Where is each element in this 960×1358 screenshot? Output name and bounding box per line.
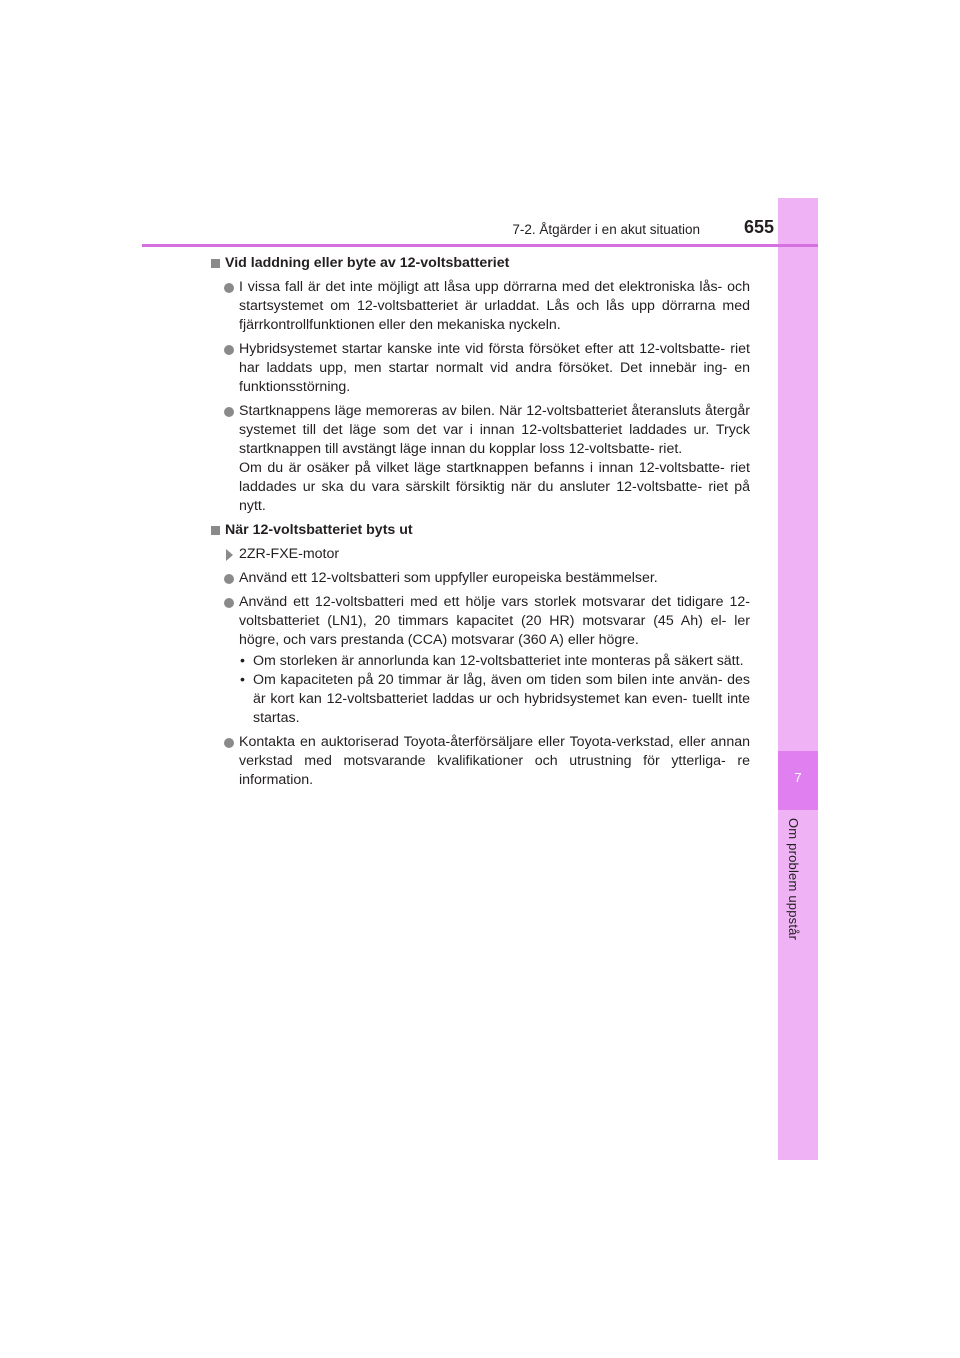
page-number: 655 [743, 217, 774, 237]
header-divider [142, 244, 818, 247]
dot-bullet-icon: • [240, 672, 245, 688]
list-item: Använd ett 12-voltsbatteri som uppfyller europeiska bestämmelser. [210, 569, 750, 588]
circle-bullet-icon [224, 407, 234, 417]
square-bullet-icon [211, 526, 220, 535]
circle-bullet-icon [224, 738, 234, 748]
list-item: Hybridsystemet startar kanske inte vid första försöket efter att 12-voltsbatte- riet har laddats upp, men startar normalt vid andra försöket. Det innebär ing- en funktionsstörning. [210, 340, 750, 397]
list-item: I vissa fall är det inte möjligt att låsa upp dörrarna med det elektroniska lås- och startsystemet om 12-voltsbatteriet är urladdat. Lås och lås upp dörrarna med fjärrkontrollfunktionen eller den mekaniska nyckeln. [210, 278, 750, 335]
circle-bullet-icon [224, 574, 234, 584]
side-tab [778, 198, 818, 1160]
circle-bullet-icon [224, 345, 234, 355]
section-heading: När 12-voltsbatteriet byts ut [210, 521, 750, 540]
square-bullet-icon [211, 259, 220, 268]
page-content [210, 254, 750, 795]
section-title: 7-2. Åtgärder i en akut situation [512, 222, 700, 237]
item-continuation: Om du är osäker på vilket läge startknappen befanns i innan 12-voltsbatte- riet laddades ur ska du vara särskilt försiktig när du ansluter 12-voltsbatte- riet på nytt. [239, 460, 750, 514]
sub-list [210, 650, 750, 728]
circle-bullet-icon [224, 598, 234, 608]
sub-list-item: • Om kapaciteten på 20 timmar är låg, även om tiden som bilen inte använ- des är kort kan 12-voltsbatteriet laddas ur och hybridsystemet kan even- tuellt inte startas. [240, 672, 750, 726]
circle-bullet-icon [224, 283, 234, 293]
chapter-number: 7 [794, 770, 802, 785]
list-item: Använd ett 12-voltsbatteri med ett hölje vars storlek motsvarar det tidigare 12-voltsbatteriet (LN1), 20 timmars kapacitet (20 HR) motsvarar (45 Ah) el- ler högre, och vars prestanda (CCA) motsvarar (360 A) eller högre. • Om storleken är annorlunda kan 12-voltsbatteriet inte monteras på säkert sätt. • Om kapaciteten på 20 timmar är låg, även om tiden som bilen inte använ- des är kort kan 12-voltsbatteriet laddas ur och hybridsystemet kan even- tuellt inte startas. [210, 593, 750, 728]
engine-label: 2ZR-FXE-motor [210, 545, 750, 564]
triangle-arrow-icon [226, 549, 233, 561]
section-heading: Vid laddning eller byte av 12-voltsbatteriet [210, 254, 750, 273]
list-item: Kontakta en auktoriserad Toyota-återförsäljare eller Toyota-verkstad, eller annan verkstad med motsvarande kvalifikationer och utrustning för ytterliga- re information. [210, 733, 750, 790]
sub-list-item: • Om storleken är annorlunda kan 12-voltsbatteriet inte monteras på säkert sätt. [240, 653, 744, 669]
dot-bullet-icon: • [240, 653, 245, 669]
list-item: Startknappens läge memoreras av bilen. När 12-voltsbatteriet återansluts återgår systemet till det läge som det var i innan 12-voltsbatteriet laddades ur. Tryck startknappen till avstängt läge innan du kopplar loss 12-voltsbatte- riet. Om du är osäker på vilket läge startknappen befanns i innan 12-voltsbatte- riet laddades ur ska du vara särskilt försiktig när du ansluter 12-voltsbatte- riet på nytt. [210, 402, 750, 516]
chapter-title: Om problem uppstår [786, 818, 801, 941]
